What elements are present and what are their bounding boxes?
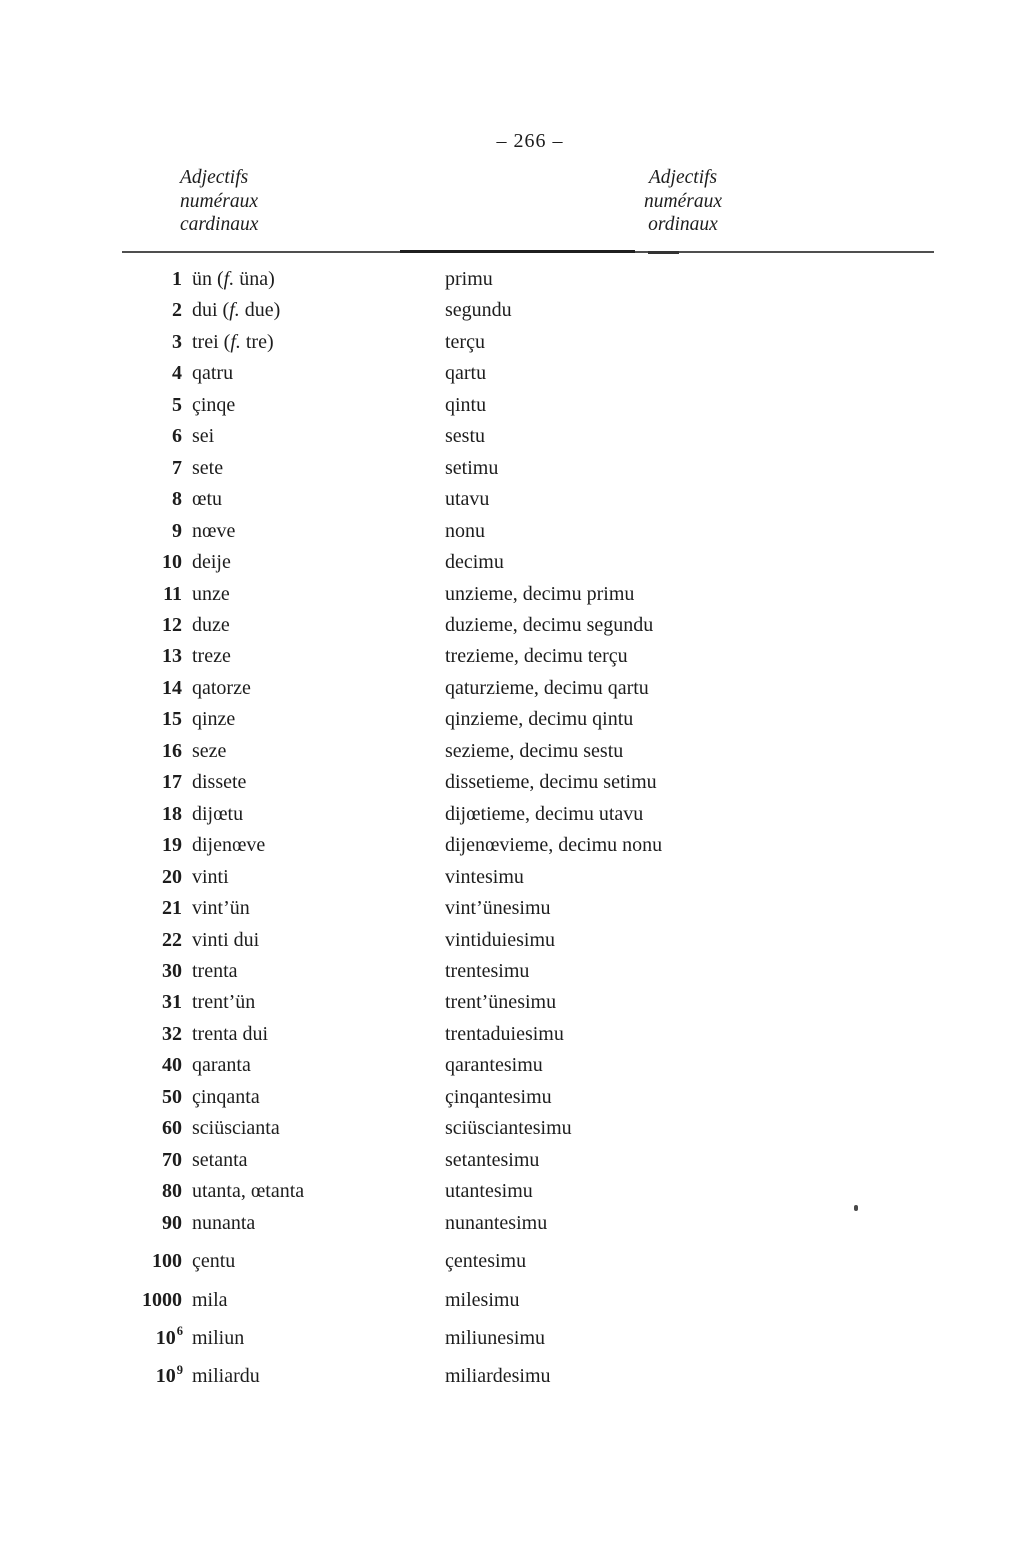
cardinal-word: sciüscianta	[192, 1117, 280, 1140]
row-number: 40	[162, 1054, 182, 1077]
page-number: – 266 –	[496, 130, 564, 152]
cardinal-word: œtu	[192, 488, 222, 511]
cardinal-word: trenta dui	[192, 1022, 269, 1045]
row-number: 1000	[142, 1288, 182, 1311]
row-number: 80	[162, 1180, 182, 1203]
cardinal-column-header	[180, 166, 258, 237]
ordinal-word: çinqantesimu	[445, 1085, 552, 1108]
table-row	[122, 925, 962, 956]
cardinal-word: dui (f. due)	[192, 299, 281, 322]
row-number: 19	[162, 834, 182, 857]
table-row	[122, 987, 962, 1018]
ordinal-word: segundu	[445, 299, 512, 322]
row-number: 10	[162, 551, 182, 574]
table-row	[122, 1208, 962, 1239]
cardinal-word: vint’ün	[192, 897, 250, 920]
ordinal-word: qaturzieme, decimu qartu	[445, 676, 649, 699]
number-superscript: 9	[176, 1362, 183, 1377]
cardinal-word: trent’ün	[192, 991, 256, 1014]
cardinal-word: çinqe	[192, 393, 236, 416]
row-number: 17	[162, 771, 182, 794]
row-number: 5	[172, 393, 182, 416]
cardinal-header-line-2: numéraux	[180, 190, 258, 212]
ordinal-word: primu	[445, 268, 493, 290]
ordinal-word: sezieme, decimu sestu	[445, 739, 624, 762]
cardinal-word: utanta, œtanta	[192, 1180, 305, 1203]
cardinal-word: qatru	[192, 362, 234, 385]
cardinal-word: nunanta	[192, 1211, 256, 1234]
cardinal-word: qaranta	[192, 1054, 251, 1077]
cardinal-word: nœve	[192, 519, 236, 542]
cardinal-word: setanta	[192, 1148, 248, 1171]
row-number: 13	[162, 645, 182, 668]
ordinal-word: qinzieme, decimu qintu	[445, 708, 634, 731]
ordinal-word: dissetieme, decimu setimu	[445, 771, 657, 794]
cardinal-word: miliun	[192, 1326, 245, 1349]
table-row	[122, 421, 962, 452]
cardinal-word: qinze	[192, 708, 236, 731]
ordinal-word: çentesimu	[445, 1250, 527, 1273]
table-row	[122, 1145, 962, 1176]
number-superscript: 6	[176, 1324, 183, 1339]
ordinal-word: qintu	[445, 393, 487, 416]
ordinal-word: trentaduiesimu	[445, 1022, 564, 1045]
cardinal-word: ün (f. üna)	[192, 268, 275, 290]
ordinal-word: miliardesimu	[445, 1365, 551, 1388]
cardinal-word: çentu	[192, 1250, 236, 1273]
ordinal-header-line-2: numéraux	[644, 190, 722, 212]
row-number: 22	[162, 928, 182, 951]
cardinal-header-line-1: Adjectifs	[180, 167, 249, 188]
table-row	[122, 799, 962, 830]
row-number: 11	[163, 582, 182, 605]
row-number: 15	[162, 708, 182, 731]
row-number: 90	[162, 1211, 182, 1234]
cardinal-word: mila	[192, 1288, 228, 1311]
cardinal-word: treze	[192, 645, 231, 668]
ordinal-word: dijœtieme, decimu utavu	[445, 802, 644, 825]
row-number: 8	[172, 488, 182, 511]
cardinal-word: deije	[192, 551, 231, 574]
table-row	[122, 579, 962, 610]
cardinal-word: qatorze	[192, 676, 251, 699]
ordinal-word: milesimu	[445, 1288, 520, 1311]
ordinal-word: trentesimu	[445, 959, 530, 982]
cardinal-word: duze	[192, 613, 230, 636]
row-number: 20	[162, 865, 182, 888]
ordinal-word: dijenœvieme, decimu nonu	[445, 834, 663, 857]
cardinal-word: sete	[192, 456, 224, 479]
table-row	[122, 264, 962, 295]
cardinal-word: trenta	[192, 959, 238, 982]
cardinal-word: dissete	[192, 771, 247, 794]
table-row	[122, 956, 962, 987]
cardinal-word: unze	[192, 582, 230, 605]
ordinal-word: setantesimu	[445, 1148, 540, 1171]
table-row	[122, 327, 962, 358]
cardinal-word: trei (f. tre)	[192, 330, 274, 353]
row-number: 6	[172, 425, 182, 448]
table-row	[122, 704, 962, 735]
table-row	[122, 516, 962, 547]
table-row	[122, 673, 962, 704]
table-row	[122, 358, 962, 389]
row-number: 3	[172, 330, 182, 353]
table-row	[122, 1246, 962, 1277]
table-row	[122, 453, 962, 484]
ordinal-word: setimu	[445, 456, 499, 479]
cardinal-header-line-3: cardinaux	[180, 214, 259, 235]
ordinal-word: vint’ünesimu	[445, 897, 551, 920]
table-row	[122, 1323, 962, 1354]
row-number: 1	[172, 268, 182, 290]
ordinal-word: unzieme, decimu primu	[445, 582, 635, 605]
row-number: 30	[162, 959, 182, 982]
ordinal-word: utantesimu	[445, 1180, 533, 1203]
ordinal-word: trezieme, decimu terçu	[445, 645, 628, 668]
table-row	[122, 610, 962, 641]
ordinal-word: qartu	[445, 362, 487, 385]
row-number: 21	[162, 897, 182, 920]
table-row	[122, 893, 962, 924]
cardinal-word: miliardu	[192, 1365, 260, 1388]
table-row	[122, 547, 962, 578]
row-number: $10^9$	[155, 1362, 183, 1388]
table-row	[122, 862, 962, 893]
row-number: $10^6$	[155, 1324, 183, 1349]
row-number: 14	[162, 676, 182, 699]
ordinal-header-line-1: Adjectifs	[648, 167, 718, 188]
row-number: 9	[172, 519, 182, 542]
row-number: 60	[162, 1117, 182, 1140]
row-number: 50	[162, 1085, 182, 1108]
table-row	[122, 1361, 962, 1392]
table-row	[122, 1082, 962, 1113]
row-number: 70	[162, 1148, 182, 1171]
ordinal-word: vintesimu	[445, 865, 524, 888]
ordinal-column-header	[644, 166, 722, 237]
row-number: 4	[172, 362, 182, 385]
table-row	[122, 295, 962, 326]
ordinal-word: trent’ünesimu	[445, 991, 557, 1014]
row-number: 2	[172, 299, 182, 322]
ink-speck	[854, 1205, 858, 1211]
cardinal-word: dijenœve	[192, 834, 266, 857]
row-number: 7	[172, 456, 182, 479]
ordinal-word: sciüsciantesimu	[445, 1117, 572, 1140]
table-row	[122, 1285, 962, 1316]
cardinal-word: çinqanta	[192, 1085, 260, 1108]
header-rule-dash	[648, 251, 679, 254]
table-row	[122, 1019, 962, 1050]
table-row	[122, 641, 962, 672]
row-number: 31	[162, 991, 182, 1014]
table-row	[122, 484, 962, 515]
table-row	[122, 1176, 962, 1207]
table-row	[122, 1113, 962, 1144]
cardinal-word: seze	[192, 739, 227, 762]
ordinal-word: decimu	[445, 551, 504, 574]
ordinal-word: qarantesimu	[445, 1054, 543, 1077]
ordinal-word: nonu	[445, 519, 485, 542]
cardinal-word: dijœtu	[192, 802, 244, 825]
row-number: 12	[162, 613, 182, 636]
ordinal-word: sestu	[445, 425, 485, 448]
row-number: 32	[162, 1022, 182, 1045]
ordinal-word: vintiduiesimu	[445, 928, 555, 951]
ordinal-word: terçu	[445, 330, 485, 353]
table-row	[122, 390, 962, 421]
ordinal-word: utavu	[445, 488, 490, 511]
cardinal-word: vinti	[192, 865, 229, 888]
ordinal-word: nunantesimu	[445, 1211, 548, 1234]
numeral-table	[122, 264, 962, 1393]
table-row	[122, 830, 962, 861]
row-number: 100	[152, 1250, 182, 1273]
ordinal-word: miliunesimu	[445, 1326, 545, 1349]
table-row	[122, 1050, 962, 1081]
table-row	[122, 736, 962, 767]
ordinal-header-line-3: ordinaux	[648, 214, 718, 235]
header-rule-dark-segment	[400, 250, 635, 253]
table-row	[122, 767, 962, 798]
cardinal-word: vinti dui	[192, 928, 260, 951]
cardinal-word: sei	[192, 425, 215, 448]
ordinal-word: duzieme, decimu segundu	[445, 613, 654, 636]
row-number: 16	[162, 739, 182, 762]
row-number: 18	[162, 802, 182, 825]
